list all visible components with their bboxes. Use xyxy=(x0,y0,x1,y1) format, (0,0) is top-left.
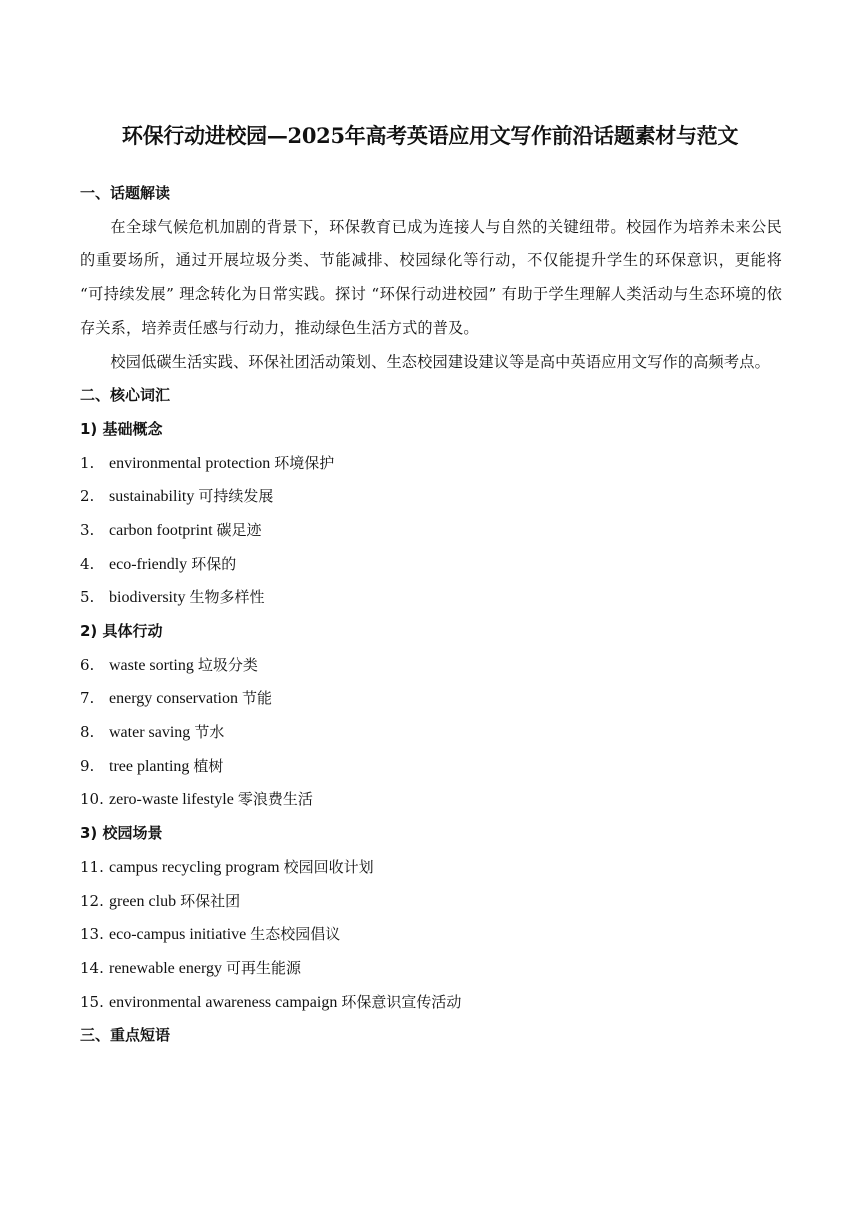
vocab-item xyxy=(80,480,782,514)
item-english: tree planting xyxy=(109,757,190,775)
item-english: green club xyxy=(109,892,177,910)
item-number: 10. xyxy=(80,790,104,809)
item-chinese: 垃圾分类 xyxy=(197,655,258,674)
vocab-group-label: 3) 校园场景 xyxy=(80,824,163,843)
vocab-item xyxy=(80,783,782,817)
item-english: water saving xyxy=(109,724,191,742)
item-chinese: 环保意识宣传活动 xyxy=(341,992,462,1011)
vocab-item xyxy=(80,581,782,615)
vocab-group-label: 2) 具体行动 xyxy=(80,622,163,641)
vocab-item xyxy=(80,851,782,885)
item-chinese: 可再生能源 xyxy=(225,958,301,977)
item-english: eco-campus initiative xyxy=(109,926,247,944)
item-number: 4. xyxy=(80,554,95,573)
item-chinese: 环保的 xyxy=(191,554,237,573)
item-english: campus recycling program xyxy=(109,858,280,876)
item-number: 11. xyxy=(80,857,104,876)
item-english: carbon footprint xyxy=(109,521,213,539)
item-number: 13. xyxy=(80,925,104,944)
item-chinese: 可持续发展 xyxy=(198,487,274,506)
item-chinese: 节水 xyxy=(194,723,225,742)
item-number: 14. xyxy=(80,958,104,977)
item-number: 12. xyxy=(80,891,104,910)
item-english: eco-friendly xyxy=(109,555,188,573)
item-english: zero-waste lifestyle xyxy=(109,791,234,809)
item-english: waste sorting xyxy=(109,656,194,674)
section-heading-key-phrases: 三、重点短语 xyxy=(80,1026,171,1045)
topic-paragraph: 校园低碳生活实践、环保社团活动策划、生态校园建设建议等是高中英语应用文写作的高频考点。 xyxy=(110,352,770,371)
item-english: environmental protection xyxy=(109,454,271,472)
vocab-item xyxy=(80,548,782,582)
item-english: sustainability xyxy=(109,488,195,506)
vocab-group-label: 1) 基础概念 xyxy=(80,419,163,438)
item-english: environmental awareness campaign xyxy=(109,993,338,1011)
item-chinese: 环境保护 xyxy=(274,453,335,472)
item-chinese: 校园回收计划 xyxy=(283,857,374,876)
vocab-item xyxy=(80,682,782,716)
item-english: renewable energy xyxy=(109,959,222,977)
vocab-item xyxy=(80,952,782,986)
item-number: 3. xyxy=(80,520,95,539)
item-number: 8. xyxy=(80,723,95,742)
vocab-item xyxy=(80,986,782,1020)
item-chinese: 环保社团 xyxy=(180,891,241,910)
item-number: 1. xyxy=(80,453,95,472)
vocab-item xyxy=(80,885,782,919)
item-chinese: 植树 xyxy=(193,756,224,775)
item-chinese: 节能 xyxy=(242,689,273,708)
vocab-item xyxy=(80,918,782,952)
item-chinese: 零浪费生活 xyxy=(237,790,313,809)
item-english: biodiversity xyxy=(109,589,186,607)
page-title: 环保行动进校园—2025年高考英语应用文写作前沿话题素材与范文 xyxy=(121,123,739,148)
item-chinese: 碳足迹 xyxy=(216,520,262,539)
section-heading-topic-interpretation: 一、话题解读 xyxy=(80,184,171,202)
vocab-item xyxy=(80,750,782,784)
item-number: 9. xyxy=(80,756,95,775)
item-number: 7. xyxy=(80,689,95,708)
item-number: 15. xyxy=(80,992,104,1011)
vocab-item xyxy=(80,447,782,481)
item-english: energy conservation xyxy=(109,690,238,708)
vocab-item xyxy=(80,716,782,750)
vocab-item xyxy=(80,514,782,548)
item-number: 6. xyxy=(80,655,95,674)
item-number: 2. xyxy=(80,487,95,506)
item-number: 5. xyxy=(80,588,95,607)
section-heading-core-vocabulary: 二、核心词汇 xyxy=(80,386,171,405)
topic-paragraph: 在全球气候危机加剧的背景下，环保教育已成为连接人与自然的关键纽带。校园作为培养未来公民的重要场所，通过开展垃圾分类、节能减排、校园绿化等行动，不仅能提升学生的环保意识，更能将 “可持续发展” 理念转化为日常实践。探讨 “环保行动进校园” 有助于学生理解人类活动与生态环境的依存关系，培养责任感与行动力，推动绿色生活方式的普及。 xyxy=(80,217,782,337)
document-body xyxy=(80,177,782,1053)
vocab-item xyxy=(80,649,782,683)
item-chinese: 生态校园倡议 xyxy=(250,925,341,944)
item-chinese: 生物多样性 xyxy=(189,588,265,607)
